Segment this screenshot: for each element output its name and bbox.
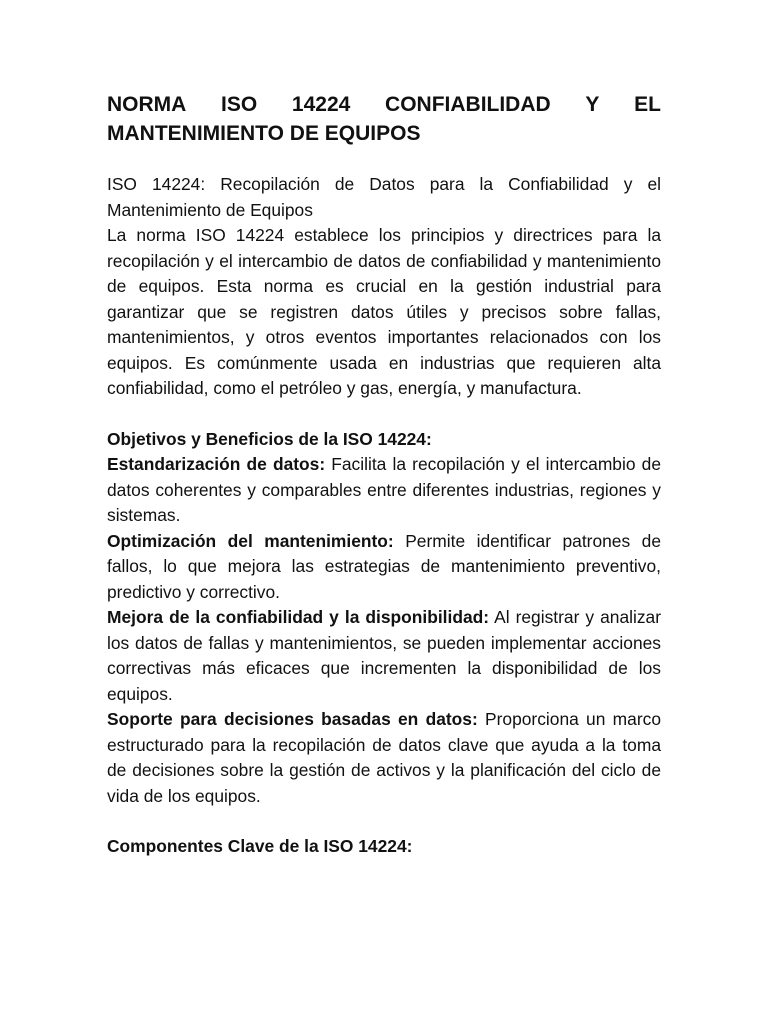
objective-item <box>107 605 661 707</box>
objective-item <box>107 529 661 606</box>
title-word: ISO <box>221 93 258 116</box>
objectives-heading: Objetivos y Beneficios de la ISO 14224: <box>107 428 432 449</box>
objective-text: Facilita la recopilación y el intercambio de datos coherentes y comparables entre diferentes industrias, regiones y sistemas. <box>107 454 661 525</box>
intro-body: La norma ISO 14224 establece los principios y directrices para la recopilación y el intercambio de datos de confiabilidad y mantenimiento de equipos. Esta norma es crucial en la gestión industrial para garantizar que se registren datos útiles y precisos sobre fallas, mantenimientos, y otros eventos importantes relacionados con los equipos. Es comúnmente usada en industrias que requieren alta confiabilidad, como el petróleo y gas, energía, y manufactura. <box>107 225 661 398</box>
document-title <box>107 90 661 148</box>
paragraph-spacer <box>107 809 661 834</box>
objective-term: Soporte para decisiones basadas en datos: <box>107 709 478 729</box>
title-word: EL <box>634 93 661 116</box>
title-word: Y <box>585 93 600 116</box>
objective-term: Mejora de la confiabilidad y la disponibilidad: <box>107 607 490 627</box>
title-line-1 <box>107 90 661 119</box>
title-word: 14224 <box>291 93 351 116</box>
paragraph-spacer <box>107 402 661 427</box>
title-word: CONFIABILIDAD <box>385 93 551 116</box>
objective-item <box>107 707 661 809</box>
objective-term: Optimización del mantenimiento: <box>107 530 394 551</box>
title-line-2: MANTENIMIENTO DE EQUIPOS <box>107 122 421 145</box>
components-heading: Componentes Clave de la ISO 14224: <box>107 836 413 856</box>
objective-item <box>107 452 661 529</box>
title-word: NORMA <box>107 93 187 116</box>
objective-text: Proporciona un marco estructurado para la recopilación de datos clave que ayuda a la toma de decisiones sobre la gestión de activos y la planificación del ciclo de vida de los equipos. <box>107 709 661 806</box>
objective-text: Al registrar y analizar los datos de fallas y mantenimientos, se pueden implementar acciones correctivas más eficaces que incrementen la disponibilidad de los equipos. <box>107 607 661 704</box>
objective-term: Estandarización de datos: <box>107 454 326 474</box>
intro-subtitle: ISO 14224: Recopilación de Datos para la Confiabilidad y el Mantenimiento de Equipos <box>107 174 661 220</box>
objective-text: Permite identificar patrones de fallos, lo que mejora las estrategias de mantenimiento preventivo, predictivo y correctivo. <box>107 530 661 602</box>
